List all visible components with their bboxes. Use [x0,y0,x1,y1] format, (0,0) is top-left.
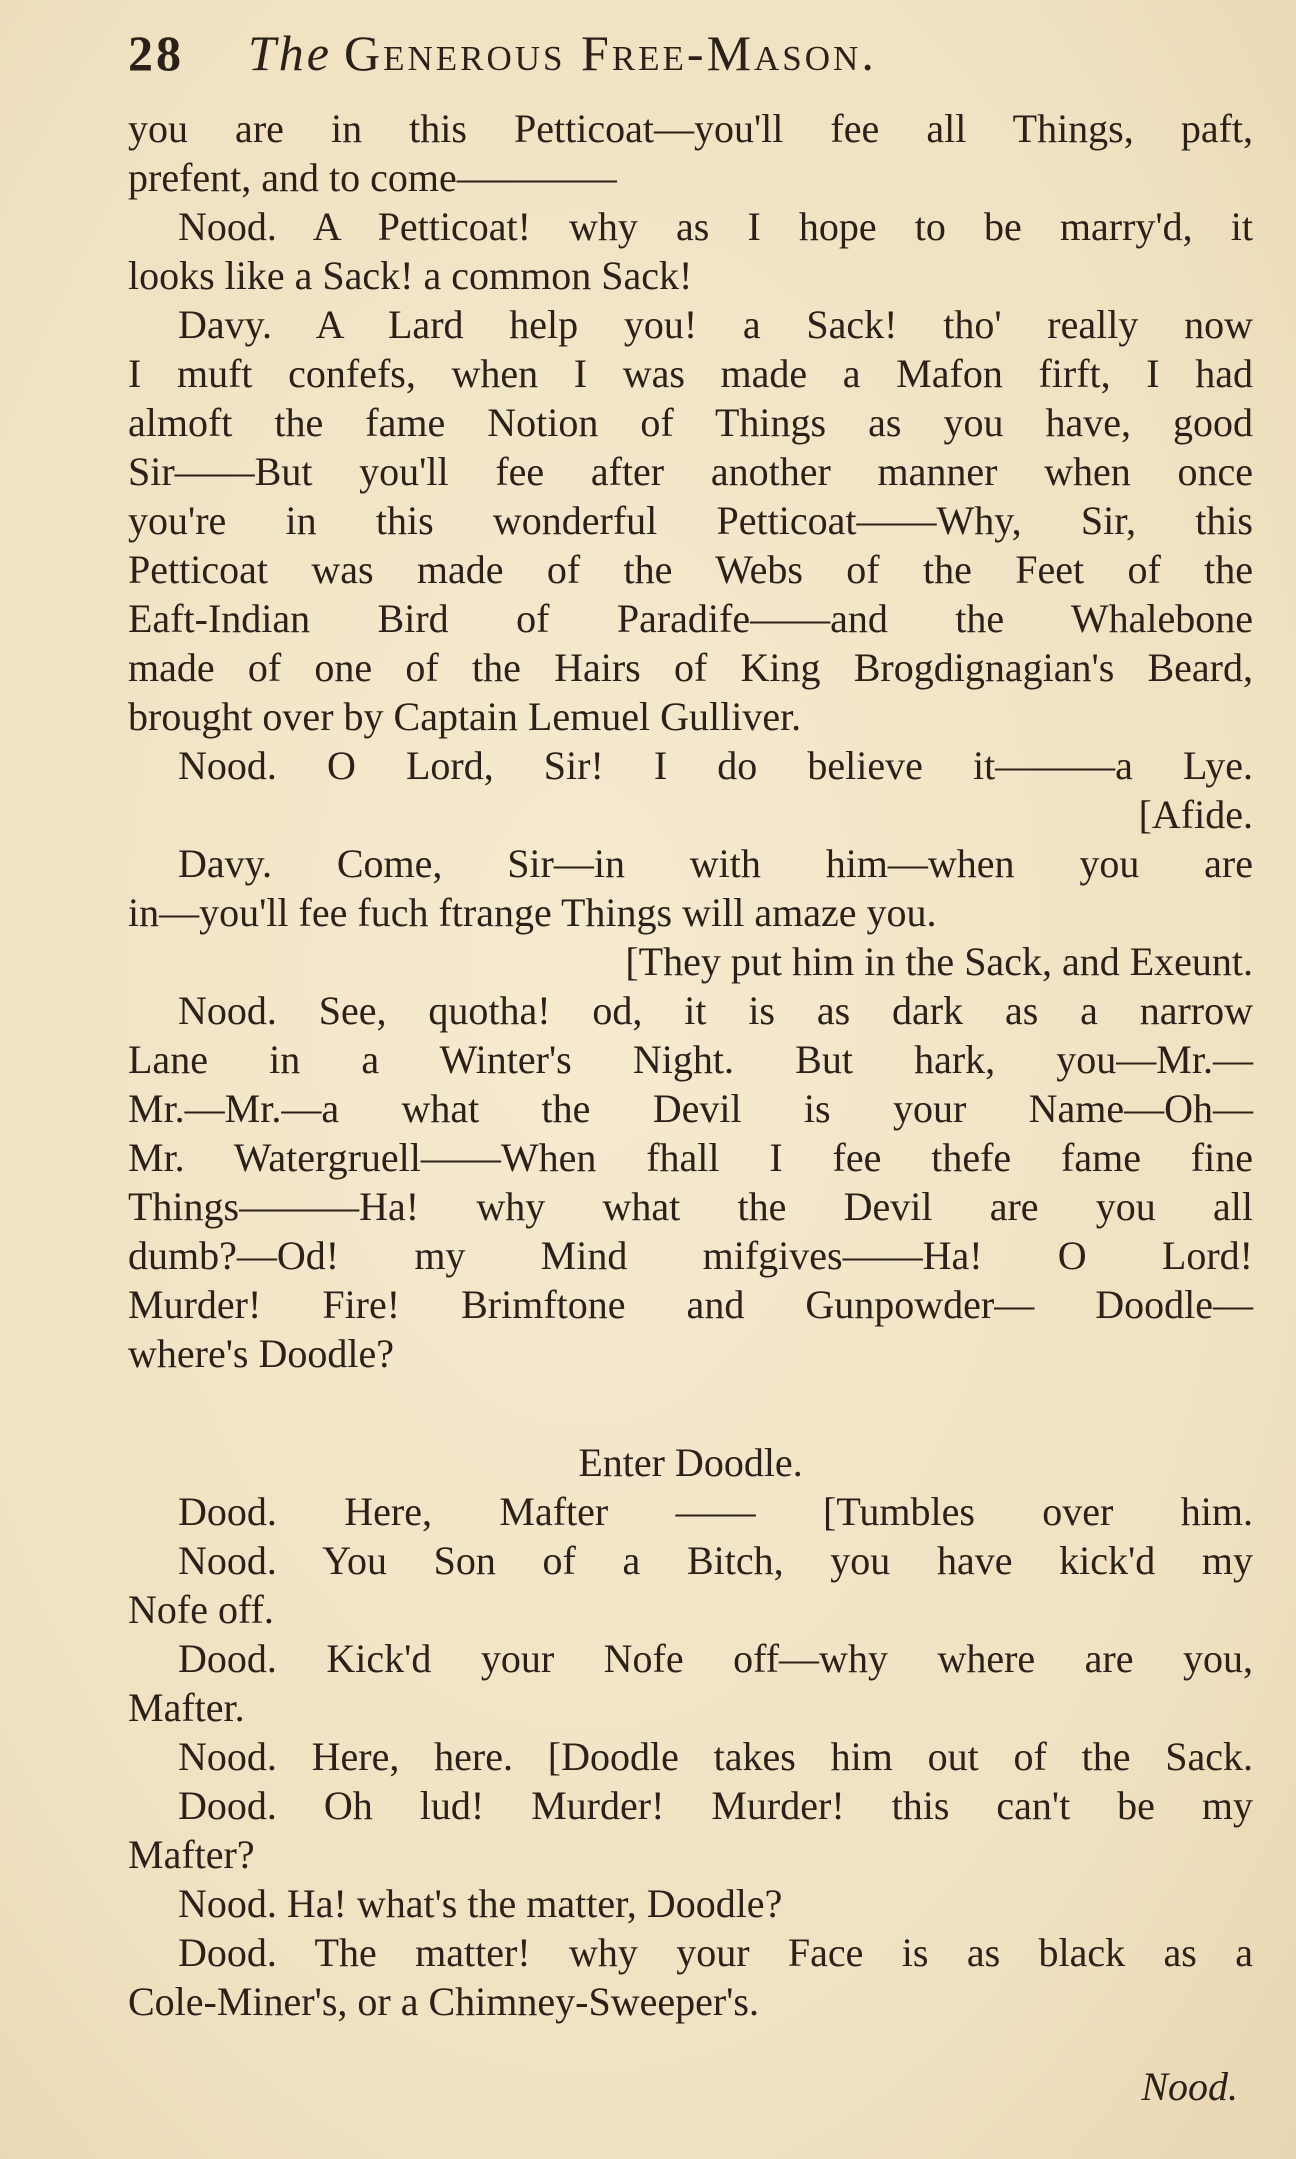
text-line: Nood. A Petticoat! why as I hope to be marry'd, it [178,204,1253,249]
text-line: in—you'll fee fuch ftrange Things will amaze you. [128,890,937,935]
text-line: Davy. Come, Sir—in with him—when you are [178,841,1253,886]
text-line: Nood. Here, here. [Doodle takes him out of the Sack. [178,1734,1253,1779]
catchword: Nood. [1141,2064,1238,2109]
text-line: Dood. Here, Mafter —— [Tumbles over him. [178,1489,1253,1534]
text-line: Cole-Miner's, or a Chimney-Sweeper's. [128,1979,759,2024]
text-line: Petticoat was made of the Webs of the Feet of the [128,547,1253,592]
text-line: Eaft-Indian Bird of Paradife——and the Whalebone [128,596,1253,641]
text-line: Mafter? [128,1832,255,1877]
running-title [248,24,877,82]
text-line: Things———Ha! why what the Devil are you all [128,1184,1253,1229]
running-title-text: Generous Free-Mason. [344,25,877,81]
text-line: Mr. Watergruell——When fhall I fee thefe fame fine [128,1135,1253,1180]
text-line: Sir——But you'll fee after another manner when once [128,449,1253,494]
text-line: brought over by Captain Lemuel Gulliver. [128,694,802,739]
text-line: Nood. O Lord, Sir! I do believe it———a Lye. [178,743,1253,788]
text-line: Davy. A Lard help you! a Sack! tho' really now [178,302,1253,347]
text-line: almoft the fame Notion of Things as you have, good [128,400,1253,445]
running-title-article: The [248,25,332,81]
text-line: Mafter. [128,1685,245,1730]
stage-direction: Enter Doodle. [578,1440,803,1485]
text-line: Nofe off. [128,1587,274,1632]
text-line: Mr.—Mr.—a what the Devil is your Name—Oh— [128,1086,1253,1131]
blank-line [128,1378,1253,1438]
text-line: you're in this wonderful Petticoat——Why, Sir, this [128,498,1253,543]
text-line: made of one of the Hairs of King Brogdignagian's Beard, [128,645,1253,690]
page-number: 28 [128,25,184,81]
text-line: I muft confefs, when I was made a Mafon firft, I had [128,351,1253,396]
text-line: Nood. You Son of a Bitch, you have kick'd my [178,1538,1253,1583]
text-line: prefent, and to come———— [128,155,617,200]
text-line: Nood. See, quotha! od, it is as dark as a narrow [178,988,1253,1033]
text-body [128,104,1253,2026]
text-line: Dood. Kick'd your Nofe off—why where are you, [178,1636,1253,1681]
text-line: Nood. Ha! what's the matter, Doodle? [178,1881,783,1926]
text-line: Dood. Oh lud! Murder! Murder! this can't be my [178,1783,1253,1828]
running-head [128,24,1248,88]
text-line: Lane in a Winter's Night. But hark, you—Mr.— [128,1037,1253,1082]
text-line: dumb?—Od! my Mind mifgives——Ha! O Lord! [128,1233,1253,1278]
text-line: where's Doodle? [128,1331,394,1376]
stage-direction: [Afide. [1138,792,1253,837]
text-line: you are in this Petticoat—you'll fee all Things, paft, [128,106,1253,151]
stage-direction: [They put him in the Sack, and Exeunt. [625,939,1253,984]
text-line: Dood. The matter! why your Face is as black as a [178,1930,1253,1975]
text-line: Murder! Fire! Brimftone and Gunpowder— Doodle— [128,1282,1253,1327]
text-line: looks like a Sack! a common Sack! [128,253,693,298]
